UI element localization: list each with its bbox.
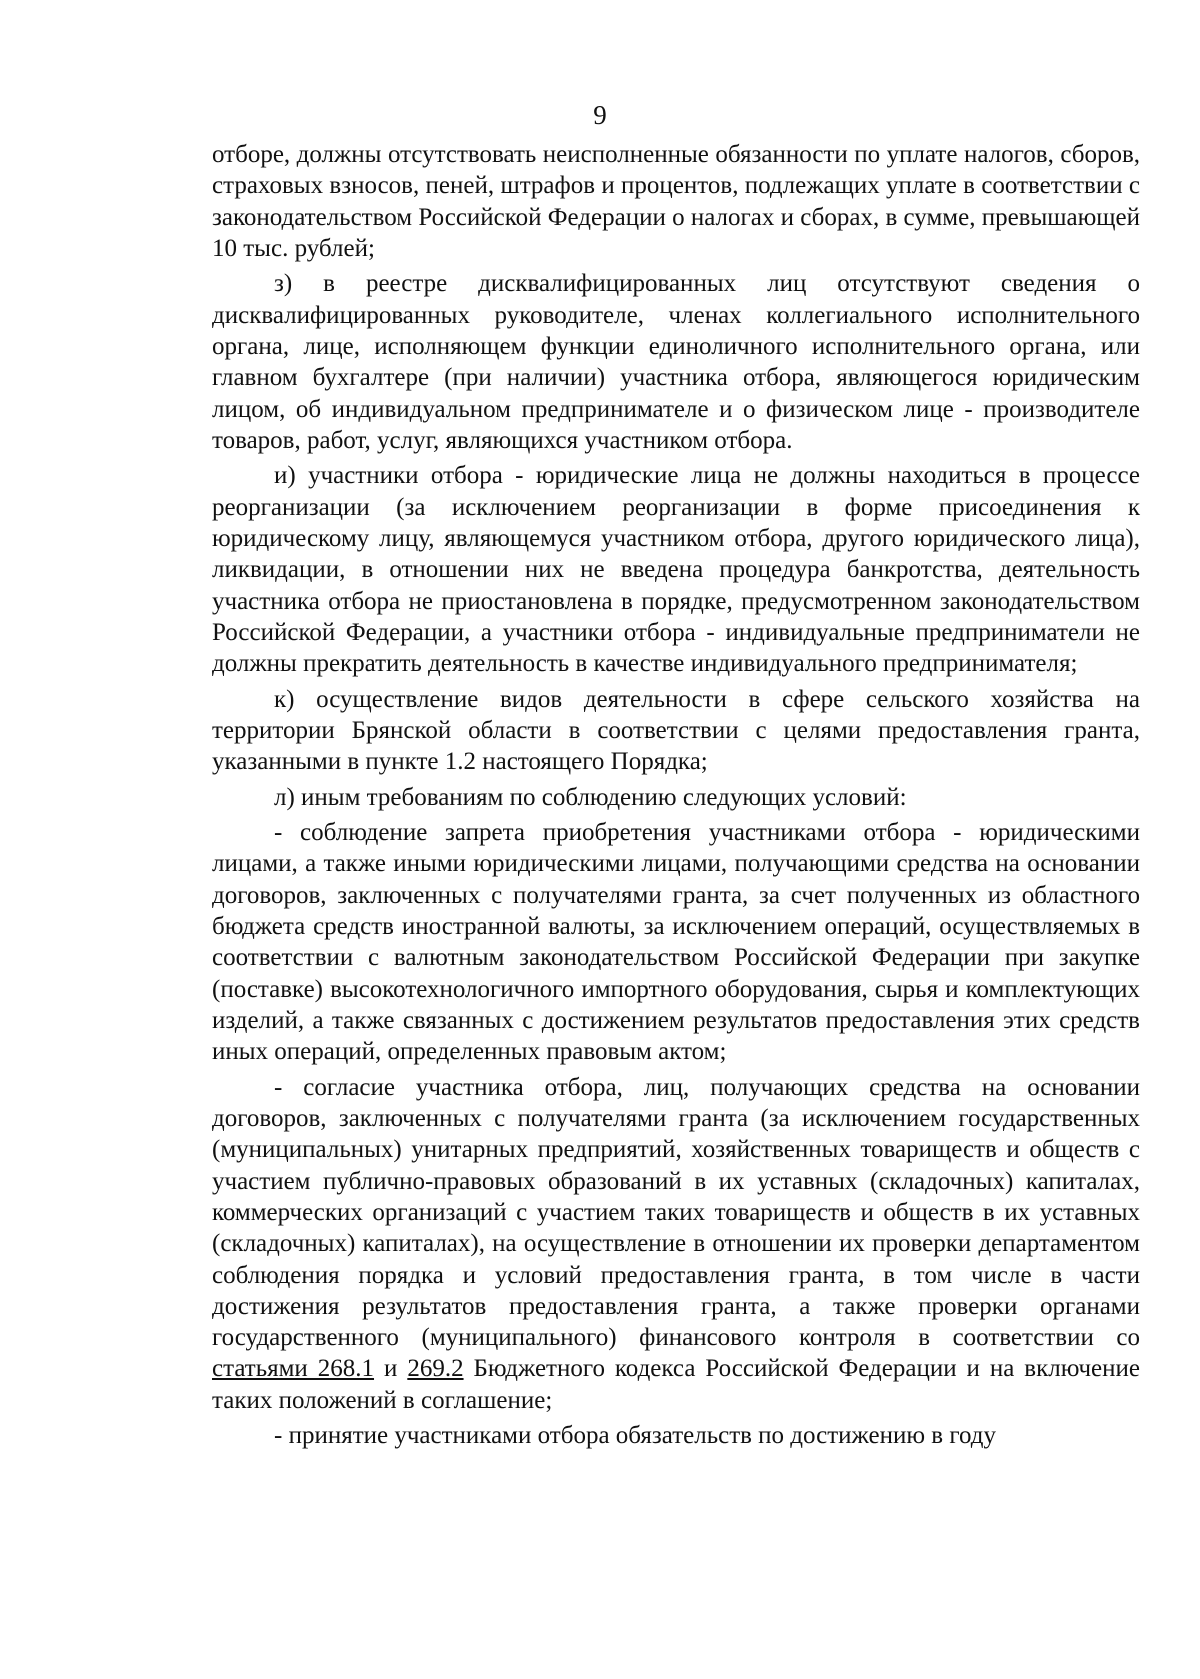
paragraph-text: - соблюдение запрета приобретения участниками отбора - юридическими лицами, а также иными юридическими лицами, получающими средства на основании договоров, заключенных с получателями гранта, за счет полученных из областного бюджета средств иностранной валюты, за исключением операций, осуществляемых в соответствии с валютным законодательством Российской Федерации при закупке (поставке) высокотехнологичного импортного оборудования, сырья и комплектующих изделий, а также связанных с достижением результатов предоставления этих средств иных операций, определенных правовым актом;	[212, 819, 1140, 1066]
article-269-2-link[interactable]: 269.2	[407, 1355, 464, 1383]
paragraph-consent-inspection	[212, 1072, 1140, 1416]
page-number: 9	[593, 100, 607, 130]
paragraph-obligations	[212, 1420, 1140, 1451]
paragraph-item-l	[212, 782, 1140, 813]
paragraph-taxes-continued	[212, 139, 1140, 264]
paragraph-text: и) участники отбора - юридические лица не должны находиться в процессе реорганизации (за исключением реорганизации в форме присоединения к юридическому лицу, являющемуся участником отбора, другого юридического лица), ликвидации, в отношении них не введена процедура банкротства, деятельность участника отбора не приостановлена в порядке, предусмотренном законодательством Российской Федерации, а участники отбора - индивидуальные предприниматели не должны прекратить деятельность в качестве индивидуального предпринимателя;	[212, 462, 1140, 678]
paragraph-text: отборе, должны отсутствовать неисполненные обязанности по уплате налогов, сборов, страховых взносов, пеней, штрафов и процентов, подлежащих уплате в соответствии с законодательством Российской Федерации о налогах и сборах, в сумме, превышающей 10 тыс. рублей;	[212, 141, 1141, 262]
paragraph-item-z	[212, 268, 1140, 456]
paragraph-text: к) осуществление видов деятельности в сфере сельского хозяйства на территории Брянской области в соответствии с целями предоставления гранта, указанными в пункте 1.2 настоящего Порядка;	[212, 685, 1140, 776]
paragraph-item-k	[212, 684, 1140, 778]
paragraph-text: л) иным требованиям по соблюдению следующих условий:	[274, 783, 907, 811]
paragraph-text: - согласие участника отбора, лиц, получающих средства на основании договоров, заключенных с получателями гранта (за исключением государственных (муниципальных) унитарных предприятий, хозяйственных товариществ и обществ с участием публично-правовых образований в их уставных (складочных) капиталах, коммерческих организаций с участием таких товариществ и обществ в их уставных (складочных) капиталах), на осуществление в отношении их проверки департаментом соблюдения порядка и условий предоставления гранта, в том числе в части достижения результатов предоставления гранта, а также проверки органами государственного (муниципального) финансового контроля в соответствии со	[212, 1073, 1140, 1352]
paragraph-text: Бюджетного кодекса Российской Федерации и на включение таких положений в соглашение;	[212, 1355, 1140, 1414]
paragraph-text: и	[374, 1355, 408, 1383]
paragraph-text: з) в реестре дисквалифицированных лиц отсутствуют сведения о дисквалифицированных руководителе, членах коллегиального исполнительного органа, лице, исполняющем функции единоличного исполнительного органа, или главном бухгалтере (при наличии) участника отбора, являющегося юридическим лицом, об индивидуальном предпринимателе и о физическом лице - производителе товаров, работ, услуг, являющихся участником отбора.	[212, 270, 1140, 454]
article-268-1-link[interactable]: статьями 268.1	[212, 1355, 375, 1383]
paragraph-text: - принятие участниками отбора обязательств по достижению в году	[274, 1422, 996, 1450]
paragraph-item-i	[212, 460, 1140, 679]
paragraph-currency-ban	[212, 817, 1140, 1067]
document-body	[212, 139, 1140, 1451]
